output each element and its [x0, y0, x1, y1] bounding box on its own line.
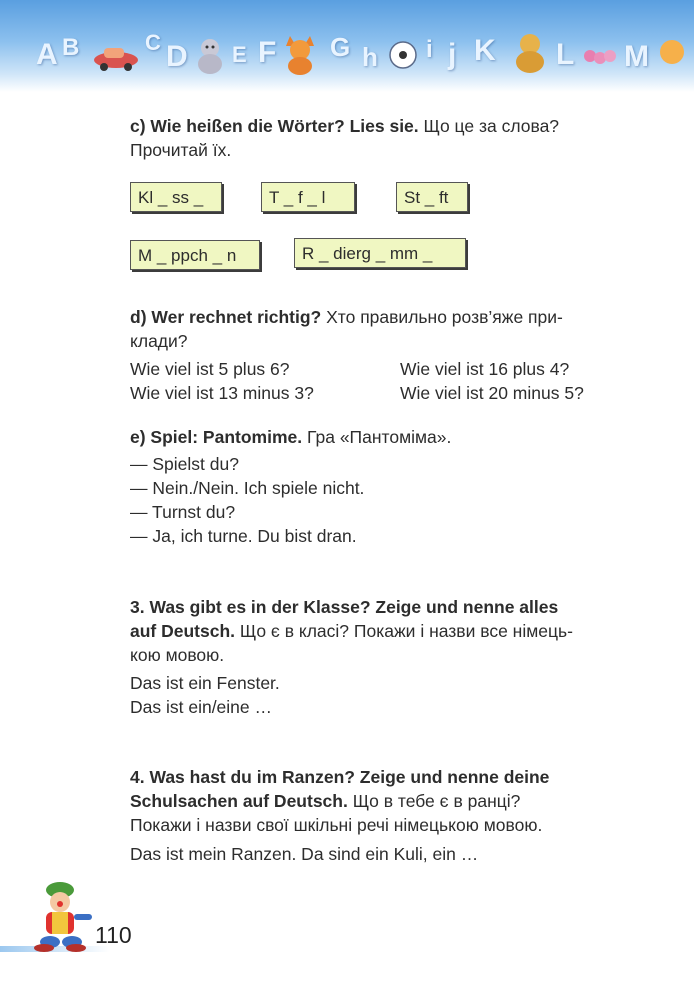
- section-e-title-de: e) Spiel: Pantomime.: [130, 427, 303, 447]
- task-3-heading: 3. Was gibt es in der Klasse? Zeige und nenne alles: [130, 597, 559, 617]
- word-box-stift: St _ ft: [396, 182, 468, 212]
- task-4-line3: Покажи і назви свої шкільні речі німецькою мовою.: [130, 815, 543, 835]
- banner-letter-m: M: [624, 40, 649, 73]
- banner-letter-e: E: [232, 42, 247, 67]
- banner-letter-d: D: [166, 40, 188, 73]
- section-e-heading: [130, 425, 451, 449]
- task-4-line2-de: Schulsachen auf Deutsch.: [130, 791, 348, 811]
- toy-car-illustration: [92, 42, 140, 72]
- word-box-radiergummi: R _ dierg _ mm _: [294, 238, 466, 268]
- page-number: 110: [95, 922, 132, 948]
- sun-illustration: [654, 32, 690, 72]
- word-box-tafel: T _ f _ l: [261, 182, 355, 212]
- question-1: Wie viel ist 5 plus 6?: [130, 359, 290, 379]
- dog-illustration: [192, 36, 228, 76]
- fox-illustration: [280, 30, 320, 76]
- task-3-example-2: Das ist ein/eine …: [130, 697, 273, 717]
- task-3-example-1: Das ist ein Fenster.: [130, 673, 280, 693]
- banner-letter-c: C: [145, 30, 161, 55]
- section-d-title-uk: Хто правильно розв’яже при-: [326, 307, 563, 327]
- banner-letter-f: F: [258, 36, 277, 69]
- section-c-heading: [130, 114, 559, 138]
- dialog-line: — Ja, ich turne. Du bist dran.: [130, 526, 357, 546]
- task-3-line2-de: auf Deutsch.: [130, 621, 236, 641]
- ball-illustration: [388, 40, 418, 70]
- banner-letter-a: A: [36, 38, 58, 71]
- task-3-line2-uk: Що є в класі? Покажи і назви все німець-: [239, 621, 573, 641]
- worm-illustration: [582, 40, 622, 70]
- banner-letter-h: h: [362, 42, 378, 72]
- task-3-line2: [130, 619, 573, 643]
- word-box-klasse: Kl _ ss _: [130, 182, 222, 212]
- dialog-line: — Spielst du?: [130, 454, 239, 474]
- banner-letter-b: B: [62, 34, 80, 61]
- section-e-title-uk: Гра «Пантоміма».: [307, 427, 452, 447]
- section-d-line2: клади?: [130, 331, 188, 351]
- section-d-heading: [130, 305, 563, 329]
- task-3-line3: кою мовою.: [130, 645, 225, 665]
- cat-illustration: [510, 30, 550, 74]
- question-2: Wie viel ist 16 plus 4?: [400, 359, 570, 379]
- question-3: Wie viel ist 13 minus 3?: [130, 383, 314, 403]
- section-c-title-uk: Що це за слова?: [423, 116, 560, 136]
- clown-mascot-illustration: [22, 880, 100, 952]
- banner-letter-k: K: [474, 34, 496, 67]
- section-c-line2: Прочитай їх.: [130, 140, 232, 160]
- banner-letter-i: i: [426, 36, 433, 63]
- dialog-line: — Turnst du?: [130, 502, 236, 522]
- dialog-line: — Nein./Nein. Ich spiele nicht.: [130, 478, 365, 498]
- question-4: Wie viel ist 20 minus 5?: [400, 383, 584, 403]
- task-4-example: Das ist mein Ranzen. Da sind ein Kuli, ein …: [130, 844, 479, 864]
- task-4-line2: [130, 789, 520, 813]
- banner-letter-g: G: [330, 32, 351, 62]
- word-box-maeppchen: M _ ppch _ n: [130, 240, 260, 270]
- section-c-title-de: c) Wie heißen die Wörter? Lies sie.: [130, 116, 419, 136]
- banner-letter-j: j: [448, 38, 457, 71]
- alphabet-banner: [0, 0, 694, 92]
- task-4-line2-uk: Що в тебе є в ранці?: [352, 791, 521, 811]
- section-d-title-de: d) Wer rechnet richtig?: [130, 307, 322, 327]
- task-4-heading: 4. Was hast du im Ranzen? Zeige und nenne deine: [130, 767, 550, 787]
- banner-letter-l: L: [556, 38, 575, 71]
